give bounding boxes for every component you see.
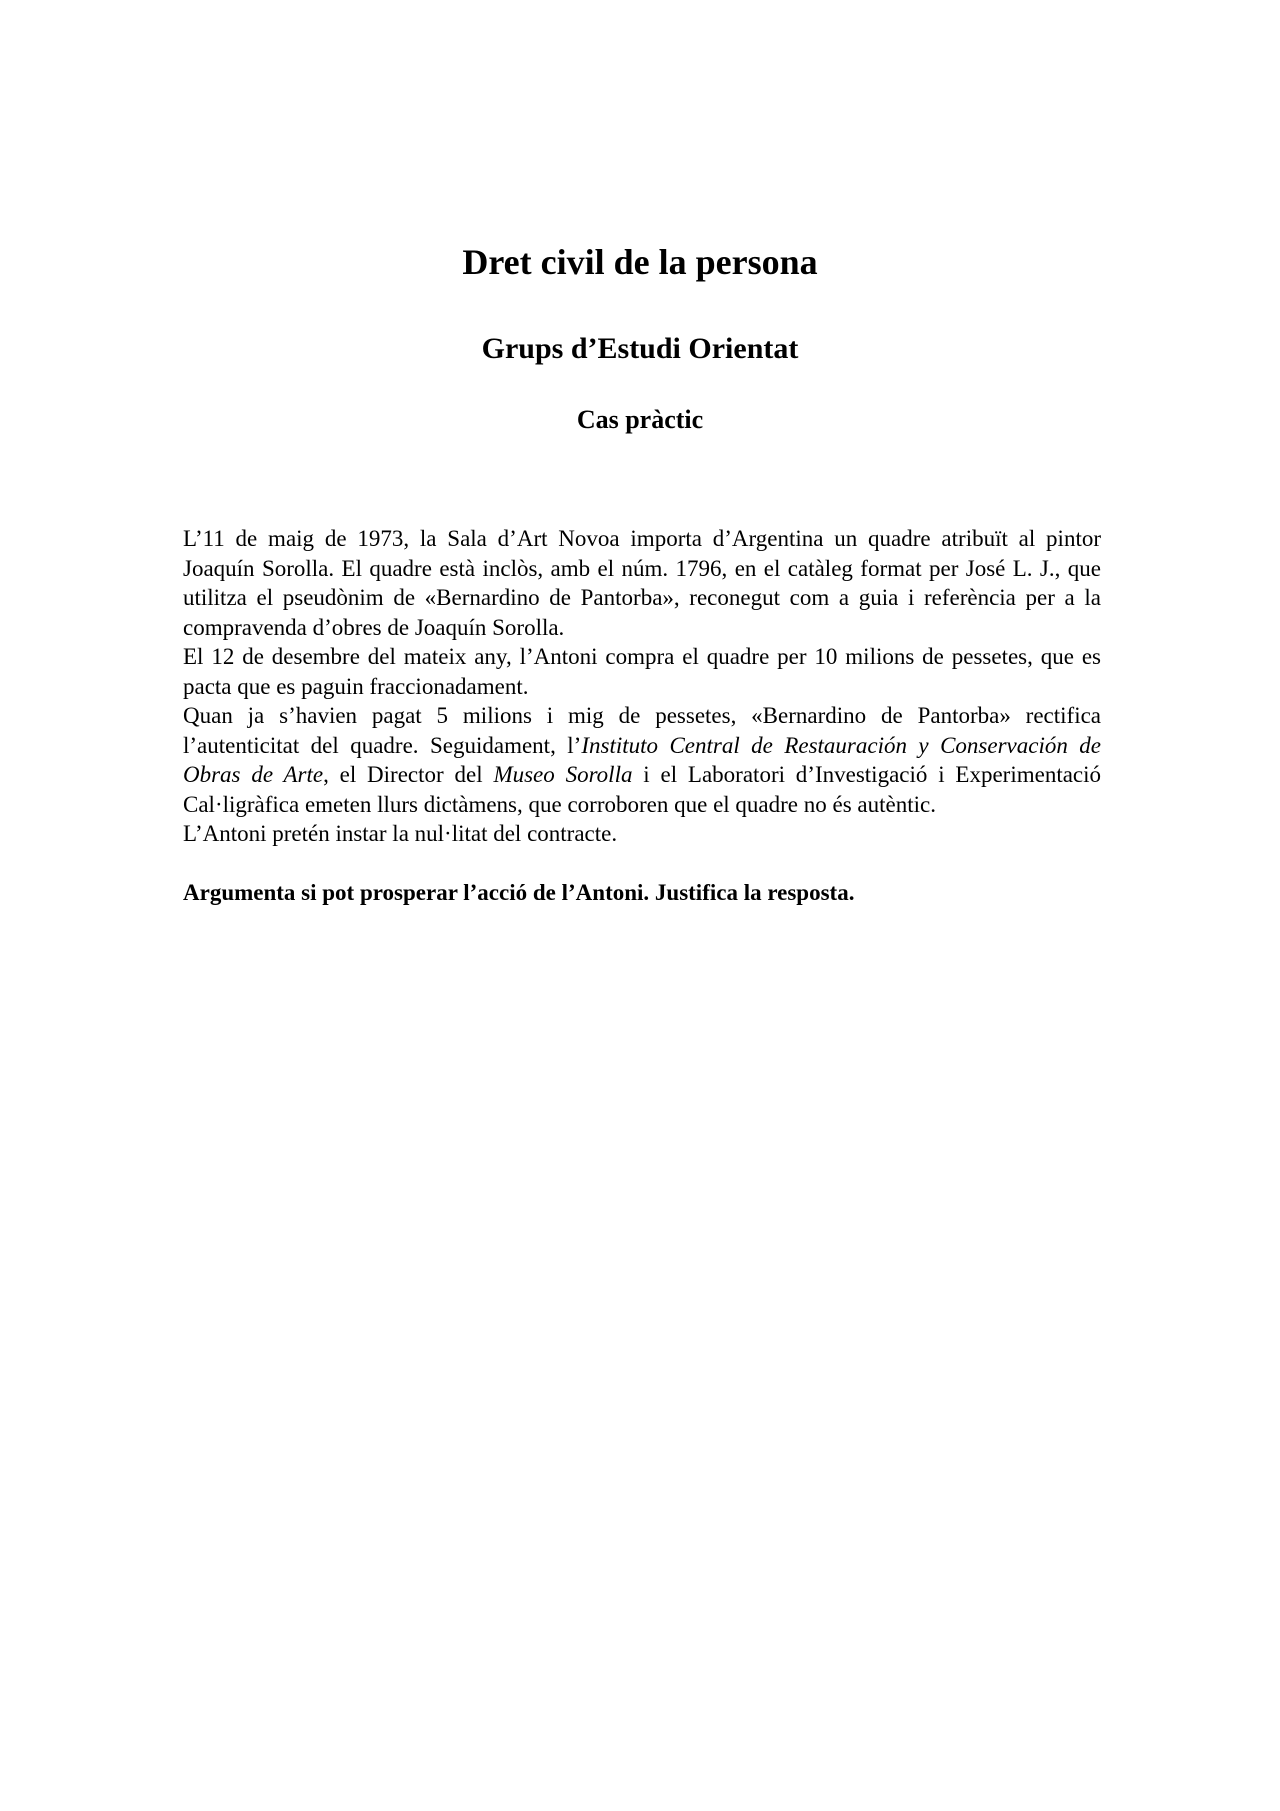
paragraph-3-text-a: Quan ja s’havien pagat 5 milions i mig de pessetes, «Bernardino de Pantorba» rectifica l’autenticitat del quadre. Seguidament, l’ bbox=[183, 703, 1101, 758]
question: Argumenta si pot prosperar l’acció de l’Antoni. Justifica la resposta. bbox=[183, 880, 855, 905]
paragraph-1: L’11 de maig de 1973, la Sala d’Art Novoa importa d’Argentina un quadre atribuït al pintor Joaquín Sorolla. El quadre està inclòs, amb el núm. 1796, en el catàleg format per José L. J., que utilitza el pseudònim de «Bernardino de Pantorba», reconegut com a guia i referència per a la compravenda d’obres de Joaquín Sorolla. bbox=[183, 526, 1101, 640]
institution-name: Instituto Central de Restauración y Conservación de Obras de Arte bbox=[183, 732, 1101, 787]
paragraph-3-text-b: , el Director del bbox=[323, 762, 494, 787]
case-body bbox=[183, 524, 1101, 908]
paragraph-4: L’Antoni pretén instar la nul·litat del contracte. bbox=[183, 821, 618, 846]
paragraph-3 bbox=[183, 701, 1101, 819]
document-title: Dret civil de la persona bbox=[462, 242, 818, 282]
document-subtitle: Grups d’Estudi Orientat bbox=[481, 332, 799, 365]
paragraph-2: El 12 de desembre del mateix any, l’Antoni compra el quadre per 10 milions de pessetes, que es pacta que es paguin fraccionadament. bbox=[183, 644, 1101, 699]
paragraph-3-text-c: i el Laboratori d’Investigació i Experimentació Cal·ligràfica emeten llurs dictàmens, que corroboren que el quadre no és autèntic. bbox=[183, 762, 1102, 817]
section-heading: Cas pràctic bbox=[576, 405, 704, 434]
museum-name: Museo Sorolla bbox=[493, 762, 633, 787]
